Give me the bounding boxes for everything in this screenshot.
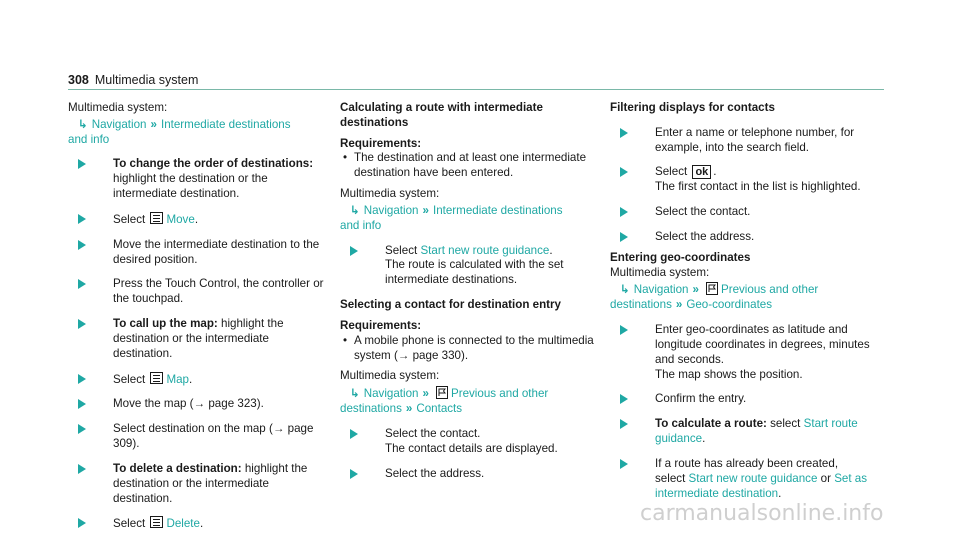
double-chevron-icon: » bbox=[422, 387, 429, 401]
step-arrow-icon bbox=[620, 167, 628, 177]
menu-path bbox=[350, 386, 600, 402]
return-arrow-icon: ↳ bbox=[350, 387, 360, 401]
section-heading: Entering geo-coordinates bbox=[610, 250, 751, 264]
bullet-icon: • bbox=[343, 333, 348, 347]
step-select-contact bbox=[610, 205, 870, 220]
step-arrow-icon bbox=[350, 429, 358, 439]
flag-icon bbox=[436, 386, 448, 399]
step-text: If a route has already been created, select bbox=[655, 456, 839, 485]
step-press-control bbox=[68, 277, 328, 307]
column-3 bbox=[610, 101, 870, 501]
set-as-intermediate-destination-option[interactable]: Set as intermediate destination bbox=[655, 471, 868, 500]
header-rule bbox=[68, 89, 884, 90]
return-arrow-icon: ↳ bbox=[350, 203, 360, 217]
step-route-exists bbox=[610, 457, 870, 501]
menu-path bbox=[620, 282, 870, 298]
step-text: Select bbox=[113, 517, 149, 531]
path-previous-and-other[interactable]: Previous and other bbox=[450, 387, 549, 401]
step-select-contact bbox=[340, 427, 600, 457]
return-arrow-icon: ↳ bbox=[620, 283, 630, 297]
path-previous-and-other[interactable]: Previous and other bbox=[720, 283, 819, 297]
step-text: Confirm the entry. bbox=[655, 392, 747, 406]
double-chevron-icon: » bbox=[405, 402, 413, 416]
flag-icon bbox=[706, 282, 718, 295]
double-chevron-icon: » bbox=[692, 283, 699, 297]
step-delete-destination bbox=[68, 462, 328, 506]
watermark: carmanualsonline.info bbox=[640, 501, 884, 526]
step-arrow-icon bbox=[620, 459, 628, 469]
step-confirm-entry bbox=[610, 392, 870, 407]
requirement-item bbox=[340, 151, 600, 181]
step-text: Select destination on the map (→ page 309). bbox=[113, 422, 314, 451]
step-text: . bbox=[199, 517, 204, 531]
step-text: Enter a name or telephone number, for example, into the search field. bbox=[655, 125, 855, 154]
ok-key-icon: ok bbox=[692, 165, 711, 179]
step-text: highlight the destination or the intermediate destination. bbox=[113, 317, 284, 360]
double-chevron-icon: » bbox=[150, 117, 157, 131]
step-arrow-icon bbox=[620, 419, 628, 429]
column-2 bbox=[340, 101, 600, 481]
step-arrow-icon bbox=[78, 374, 86, 384]
step-select-on-map bbox=[68, 422, 328, 452]
step-result: The first contact in the list is highlighted. bbox=[655, 180, 861, 194]
step-change-order bbox=[68, 157, 328, 201]
step-start-new-route bbox=[340, 244, 600, 288]
step-arrow-icon bbox=[78, 424, 86, 434]
requirement-text: A mobile phone is connected to the multimedia system (→ page 330). bbox=[354, 333, 594, 362]
menu-list-icon bbox=[150, 212, 163, 224]
path-and-info[interactable]: and info bbox=[68, 132, 110, 146]
step-arrow-icon bbox=[620, 207, 628, 217]
step-call-map bbox=[68, 317, 328, 361]
map-option[interactable]: Map bbox=[166, 372, 190, 386]
step-text: highlight the destination or the intermediate destination. bbox=[113, 461, 308, 505]
system-intro: Multimedia system: bbox=[68, 101, 168, 114]
menu-path-continued bbox=[340, 402, 600, 417]
path-navigation[interactable]: Navigation bbox=[363, 387, 419, 401]
start-route-guidance-option[interactable]: Start route guidance bbox=[655, 417, 858, 446]
requirements-label: Requirements: bbox=[340, 136, 422, 150]
step-arrow-icon bbox=[78, 399, 86, 409]
delete-option[interactable]: Delete bbox=[166, 517, 200, 531]
section-heading: Selecting a contact for destination entry bbox=[340, 298, 561, 312]
step-enter-coordinates bbox=[610, 323, 870, 382]
menu-path-continued bbox=[610, 298, 870, 313]
path-navigation[interactable]: Navigation bbox=[363, 203, 419, 217]
path-destinations[interactable]: destinations bbox=[610, 298, 672, 312]
return-arrow-icon: ↳ bbox=[78, 117, 88, 131]
path-and-info[interactable]: and info bbox=[340, 218, 382, 232]
step-text: select bbox=[766, 417, 804, 431]
step-arrow-icon bbox=[620, 325, 628, 335]
step-arrow-icon bbox=[78, 214, 86, 224]
step-heading: To change the order of destinations: bbox=[113, 157, 314, 171]
step-heading: To delete a destination: bbox=[113, 461, 242, 475]
step-heading: To call up the map: bbox=[113, 317, 218, 331]
page-title: Multimedia system bbox=[94, 73, 199, 87]
path-intermediate-destinations[interactable]: Intermediate destinations bbox=[432, 203, 563, 217]
step-text: Move the intermediate destination to the desired position. bbox=[113, 237, 320, 266]
step-select-address bbox=[340, 467, 600, 482]
step-arrow-icon bbox=[78, 240, 86, 250]
step-select-map bbox=[68, 372, 328, 388]
step-arrow-icon bbox=[78, 464, 86, 474]
step-text: Move the map (→ page 323). bbox=[113, 397, 264, 411]
step-select-ok bbox=[610, 165, 870, 195]
menu-path bbox=[78, 118, 328, 133]
path-navigation[interactable]: Navigation bbox=[91, 117, 147, 131]
requirement-text: The destination and at least one intermediate destination have been entered. bbox=[354, 151, 587, 180]
path-contacts[interactable]: Contacts bbox=[416, 402, 463, 416]
column-1 bbox=[68, 101, 328, 532]
step-select-move bbox=[68, 212, 328, 228]
step-select-delete bbox=[68, 516, 328, 532]
step-enter-name bbox=[610, 126, 870, 156]
step-text: . bbox=[702, 432, 706, 446]
move-option[interactable]: Move bbox=[166, 212, 195, 226]
system-intro: Multimedia system: bbox=[340, 187, 440, 201]
step-text: Select the contact. bbox=[655, 205, 751, 219]
requirements-label: Requirements: bbox=[340, 318, 422, 332]
step-text: . bbox=[778, 486, 782, 500]
step-arrow-icon bbox=[78, 518, 86, 528]
step-arrow-icon bbox=[620, 394, 628, 404]
step-text: Select bbox=[385, 243, 421, 257]
step-select-address bbox=[610, 230, 870, 245]
menu-list-icon bbox=[150, 516, 163, 528]
path-intermediate-destinations[interactable]: Intermediate destinations bbox=[160, 117, 291, 131]
requirement-item bbox=[340, 334, 600, 364]
step-result: The contact details are displayed. bbox=[385, 441, 558, 455]
step-arrow-icon bbox=[620, 128, 628, 138]
step-text: . bbox=[549, 243, 553, 257]
step-heading: To calculate a route: bbox=[655, 417, 767, 431]
double-chevron-icon: » bbox=[675, 298, 683, 312]
step-arrow-icon bbox=[350, 469, 358, 479]
step-result: The route is calculated with the set intermediate destinations. bbox=[385, 258, 564, 287]
path-geo-coordinates[interactable]: Geo-coordinates bbox=[686, 298, 773, 312]
step-text: . bbox=[189, 372, 193, 386]
bullet-icon: • bbox=[343, 151, 348, 165]
step-text: . bbox=[713, 165, 717, 179]
path-navigation[interactable]: Navigation bbox=[633, 283, 689, 297]
step-text: Select bbox=[113, 212, 149, 226]
step-text: Select the address. bbox=[385, 466, 485, 480]
section-heading: Calculating a route with intermediate destinations bbox=[340, 101, 543, 129]
step-arrow-icon bbox=[78, 279, 86, 289]
step-text: or bbox=[817, 471, 835, 485]
step-text: Select the address. bbox=[655, 229, 755, 243]
step-text: Press the Touch Control, the controller or the touchpad. bbox=[113, 277, 324, 306]
step-arrow-icon bbox=[78, 319, 86, 329]
step-move-destination bbox=[68, 238, 328, 268]
menu-path bbox=[350, 204, 600, 219]
step-arrow-icon bbox=[78, 159, 86, 169]
page-header bbox=[68, 72, 198, 88]
menu-list-icon bbox=[150, 372, 163, 384]
system-intro: Multimedia system: bbox=[340, 369, 440, 383]
step-text: Select the contact. bbox=[385, 426, 481, 440]
step-arrow-icon bbox=[620, 232, 628, 242]
path-destinations[interactable]: destinations bbox=[340, 402, 402, 416]
start-new-route-guidance-option[interactable]: Start new route guidance bbox=[688, 471, 818, 485]
step-text: . bbox=[194, 212, 199, 226]
step-text: Select bbox=[113, 372, 149, 386]
page-number: 308 bbox=[68, 73, 89, 87]
step-arrow-icon bbox=[350, 246, 358, 256]
section-heading: Filtering displays for contacts bbox=[610, 101, 775, 114]
step-text: Enter geo-coordinates as latitude and longitude coordinates in degrees, minutes and seconds. bbox=[655, 323, 870, 366]
step-text: highlight the destination or the intermediate destination. bbox=[113, 172, 268, 201]
start-new-route-guidance-option[interactable]: Start new route guidance bbox=[420, 243, 550, 257]
step-result: The map shows the position. bbox=[655, 367, 803, 381]
double-chevron-icon: » bbox=[422, 203, 429, 217]
step-calculate-route bbox=[610, 417, 870, 447]
step-move-map bbox=[68, 397, 328, 412]
system-intro: Multimedia system: bbox=[610, 265, 710, 279]
step-text: Select bbox=[655, 165, 691, 179]
